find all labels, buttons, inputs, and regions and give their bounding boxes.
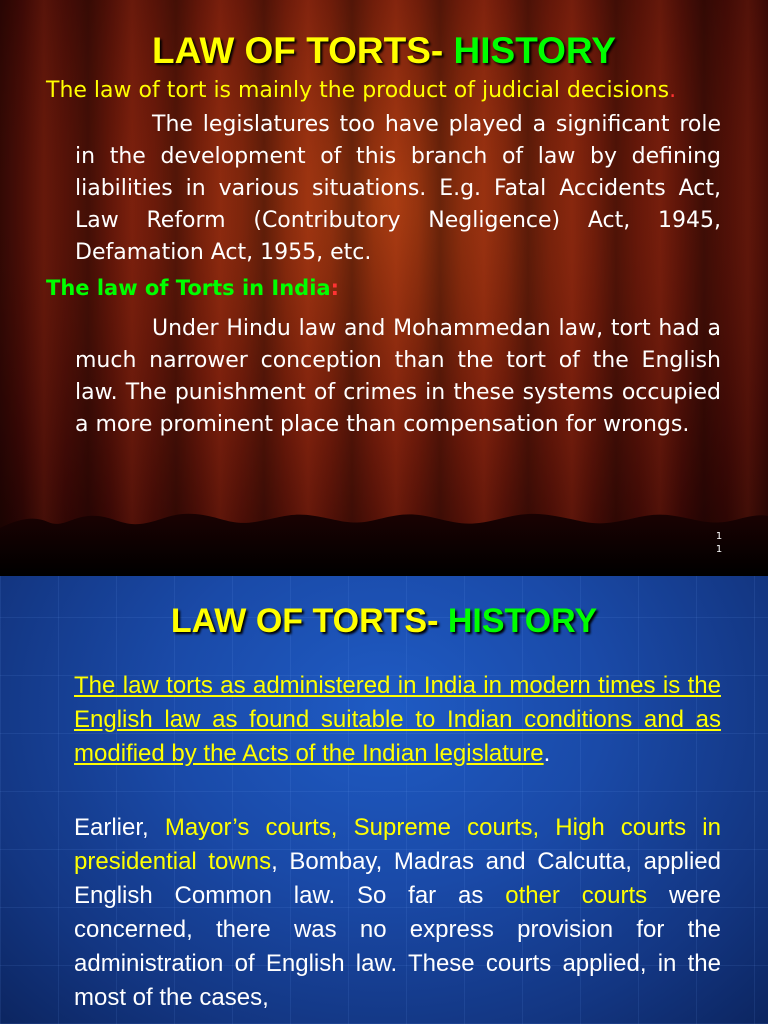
slide-2-title: LAW OF TORTS- HISTORY xyxy=(170,602,598,640)
slide-2-title-accent: HISTORY xyxy=(447,602,598,640)
slide-2-paragraph-courts: Earlier, Mayor’s courts, Supreme courts, High courts in presidential towns, Bombay, Madras and Calcutta, applied English Common law. So far as other courts were concerned, there was no express provision for the administration of English law. These courts applied, in the most of the cases, xyxy=(74,814,722,1011)
slide-1-title: LAW OF TORTS- HISTORY xyxy=(152,30,616,71)
slide-number: 1 1 xyxy=(715,531,723,555)
slide-1-paragraph-legislatures: The legislatures too have played a significant role in the development of this branch of law by defining liabilities in various situations. E.g. Fatal Accidents Act, Law Reform (Contributory Negligence) Act, 1945, Defamation Act, 1955, etc. xyxy=(75,112,721,265)
slide-1-title-accent: HISTORY xyxy=(453,30,616,71)
slide-1-intro: The law of tort is mainly the product of judicial decisions. xyxy=(46,78,677,103)
slide-1-subheading: The law of Torts in India: xyxy=(46,276,339,300)
slide-2 xyxy=(0,576,768,1024)
slide-2-paragraph-english-law: The law torts as administered in India in modern times is the English law as found suitable to Indian conditions and as modified by the Acts of the Indian legislature. xyxy=(74,672,721,767)
slide-1-paragraph-hindu-law: Under Hindu law and Mohammedan law, tort had a much narrower conception than the tort of the English law. The punishment of crimes in these systems occupied a more prominent place than compensation for wrongs. xyxy=(75,316,721,437)
